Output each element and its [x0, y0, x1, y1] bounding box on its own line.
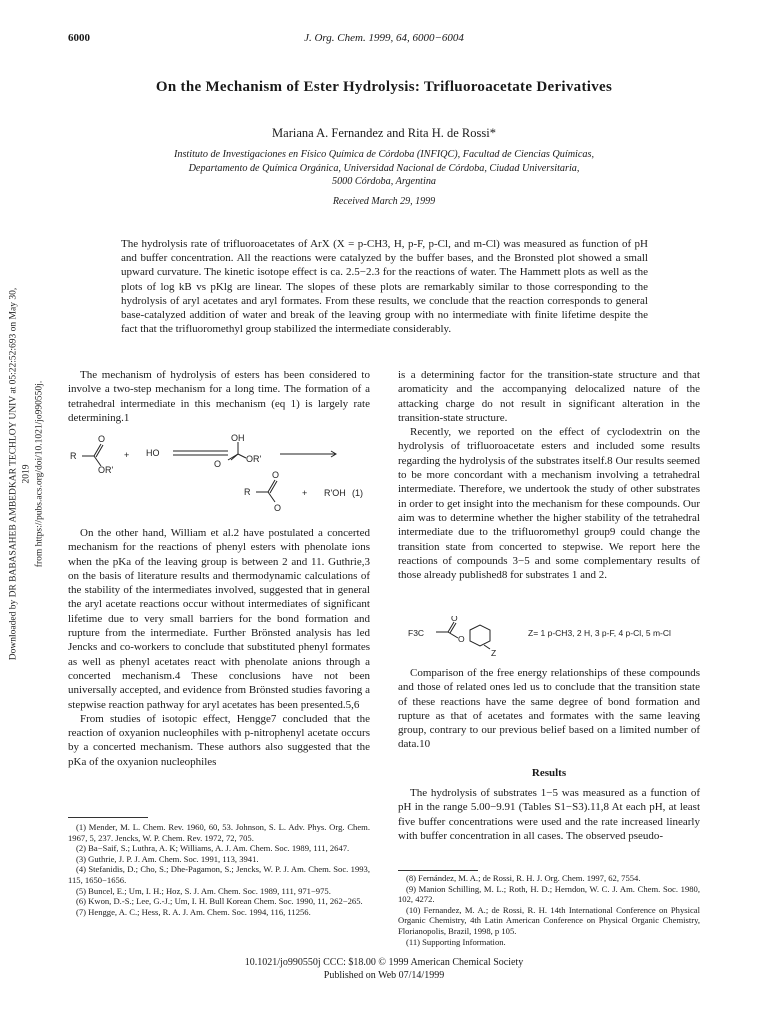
footnote: (5) Buncel, E.; Um, I. H.; Hoz, S. J. Am. Chem. Soc. 1989, 111, 971−975.: [76, 885, 331, 896]
column-left-body: [68, 526, 370, 769]
carbonyl-o2: O: [272, 470, 280, 480]
f3c-label: F3C: [408, 628, 425, 638]
download-line: Downloaded by DR BABASAHEB AMBEDKAR TECHLOY UNIV at 05:22:52:693 on May 30, 2019: [8, 287, 32, 661]
footnote: (3) Guthrie, J. P. J. Am. Chem. Soc. 1991, 113, 3941.: [76, 853, 259, 864]
affiliation-line: 5000 Córdoba, Argentina: [331, 176, 437, 187]
bond: [448, 632, 458, 638]
ester-o: O: [458, 634, 465, 644]
page-number: 6000: [68, 32, 90, 44]
o-minus2: O: [274, 503, 282, 512]
column-right-results: [398, 786, 700, 843]
footnote: (9) Manion Schilling, M. L.; Roth, H. D.; Herndon, W. C. J. Am. Chem. Soc. 1980, 102, 4272.: [398, 883, 700, 905]
column-right-comparison: [398, 666, 700, 752]
affiliation: [110, 148, 658, 189]
footnote: (11) Supporting Information.: [406, 936, 506, 947]
column-left-intro: [68, 368, 370, 425]
footnotes-left: [68, 822, 370, 917]
carbonyl-o: O: [451, 616, 458, 623]
substrate-structure: [398, 616, 708, 658]
footnote: (2) Ba−Saif, S.; Luthra, A. K; Williams, A. J. Am. Chem. Soc. 1989, 111, 2647.: [76, 843, 350, 854]
footnote: (8) Fernández, M. A.; de Rossi, R. H. J. Org. Chem. 1997, 62, 7554.: [406, 873, 641, 883]
received-date: Received March 29, 1999: [332, 196, 436, 207]
paragraph: On the other hand, William et al.2 have postulated a concerted mechanism for the reactions of phenyl esters with phenolate ions when the pKa of the leaving group is between 2 and 11. Guthrie,3 on the basis of literature results and thermodynamic calculations of the stability of the intermediates involved, suggested that in general the aryl acetate reactions occur without intermediates of significant lifetime due to very small barriers for the bond formation and rupture from the intermediate. Further Brönsted analysis has led Jencks and co-workers to conclude that substituted phenyl formates as well as phenyl acetates react with phenolate anions through a concerted mechanism.4 These conclusions have not been universally accepted, and evidence from Brönsted studies favoring a stepwise reaction pathway for aryl acetates has been presented.5,6: [68, 527, 370, 711]
bond: [238, 454, 246, 458]
article-title: On the Mechanism of Ester Hydrolysis: Trifluoroacetate Derivatives: [155, 79, 613, 95]
plus-sign: +: [124, 450, 130, 460]
r2-label: R: [244, 487, 251, 497]
hydroxide: HO: [146, 448, 160, 458]
abstract: The hydrolysis rate of trifluoroacetates of ArX (X = p-CH3, H, p-F, p-Cl, and m-Cl) was measured as function of pH and buffer concentration. All the reactions were catalyzed by the buffer bases, and the Bronsted plot showed a small upward curvature. The kinetic isotope effect is ca. 2.5−2.3 for the reactions of water. The Hammett plots as well as the plots of log kB vs pKlg are linear. The slopes of these plots are remarkably similar to those corresponding to the hydrolysis of aryl acetates and aryl formates. From these results, we conclude that the reaction corresponds to general base-catalyzed addition of water and break of the leaving group with no intermediate with finite lifetime despite the fact that the trifluoromethyl group stabilized the intermediate considerably.: [121, 238, 648, 336]
footnote-rule: [398, 870, 478, 871]
footnote-rule: [68, 817, 148, 818]
paragraph: The mechanism of hydrolysis of esters has been considered to involve a two-step mechanism for a long time. The formation of a tetrahedral intermediate in this mechanism (eq 1) is largely rate determining.1: [68, 369, 370, 424]
reaction-scheme-eq1: [68, 432, 378, 512]
journal-citation: J. Org. Chem. 1999, 64, 6000−6004: [304, 32, 464, 44]
bond: [268, 492, 275, 502]
footnote: (4) Stefanidis, D.; Cho, S.; Dhe-Pagamon, S.; Jencks, W. P. J. Am. Chem. Soc. 1993, 115, 1650−1656.: [68, 864, 370, 885]
bond: [228, 454, 238, 460]
z-label: Z: [491, 648, 497, 658]
paragraph: Comparison of the free energy relationships of these compounds and those of related ones led us to conclude that the transition state of these reactions have the same degree of bond formation and rupture as that of acetates and formates with the same leaving group, contrary to our previous belief based on a limited number of data.10: [398, 667, 700, 751]
o-minus-label: O: [214, 459, 222, 469]
plus-sign-2: +: [302, 488, 308, 498]
paragraph: is a determining factor for the transition-state structure and that aromaticity and the accompanying delocalized nature of the attacking charge do not result in significant alteration in the transition-state structure.: [398, 369, 700, 424]
download-link[interactable]: from https://pubs.acs.org/doi/10.1021/jo990550j.: [34, 380, 45, 568]
column-right-body: [398, 368, 700, 582]
doi-copyright: 10.1021/jo990550j CCC: $18.00 © 1999 American Chemical Society: [244, 957, 524, 968]
r-label: R: [70, 451, 77, 461]
footnote: (7) Hengge, A. C.; Hess, R. A. J. Am. Chem. Soc. 1994, 116, 11256.: [76, 906, 311, 917]
paragraph: Recently, we reported on the effect of cyclodextrin on the hydrolysis of trifluoroacetate esters and included some results regarding the hydrolysis of the substrates itself.8 Our results seemed to be more concordant with a mechanism involving a tetrahedral intermediate. Therefore, we undertook the study of other substrates in order to get insight into the mechanism for these compounds. Our aim was to determine whether the higher stability of the tetrahedral intermediate due to the trifluoromethyl group9 could change the transition state from concerted to stepwise. We report here the reactions of compounds 3−5 and some complementary results of those already published8 for substrates 1 and 2.: [398, 426, 700, 582]
or-label: OR': [98, 465, 114, 475]
section-heading-results: Results: [531, 767, 567, 779]
bond: [484, 645, 490, 649]
or2-label: OR': [246, 454, 262, 464]
equation-number: (1): [352, 488, 363, 498]
oh-label: OH: [231, 433, 245, 443]
paragraph: The hydrolysis of substrates 1−5 was measured as a function of pH in the range 5.00−9.91 (Tables S1−S3).11,8 At each pH, at least five buffer concentrations were used and the rate increased linearly with buffer concentration in all cases. The observed pseudo-: [398, 787, 700, 842]
footnote: (1) Mender, M. L. Chem. Rev. 1960, 60, 53. Johnson, S. L. Adv. Phys. Org. Chem. 1967, 5, 237. Jencks, W. P. Chem. Rev. 1972, 72, 705.: [68, 822, 370, 843]
carbonyl-o: O: [98, 434, 106, 444]
footnote: (10) Fernandez, M. A.; de Rossi, R. H. 14th International Conference on Physical Organic Chemistry, 4th Latin American Conference on Physical Organic Chemistry, Florianopolis, Brazil, 1998, p 105.: [398, 904, 700, 936]
affiliation-line: Departamento de Química Orgánica, Universidad Nacional de Córdoba, Ciudad Universitaria,: [188, 162, 580, 174]
paragraph: From studies of isotopic effect, Hengge7 concluded that the reaction of oxyanion nucleophiles with p-nitrophenyl acetate occurs by a concerted mechanism. These authors also suggested that the pKa of the oxyanion nucleophiles: [68, 712, 370, 768]
affiliation-line: Instituto de Investigaciones en Físico Química de Córdoba (INFIQC), Facultad de Ciencias Químicas,: [173, 149, 595, 160]
download-watermark: [8, 282, 45, 667]
authors: Mariana A. Fernandez and Rita H. de Rossi*: [272, 126, 496, 140]
substituent-list: Z= 1 p-CH3, 2 H, 3 p-F, 4 p-Cl, 5 m-Cl: [528, 628, 671, 638]
roh-label: R'OH: [324, 488, 346, 498]
footnote: (6) Kwon, D.-S.; Lee, G.-J.; Um, I. H. Bull Korean Chem. Soc. 1990, 11, 262−265.: [76, 896, 363, 907]
benzene-ring: [470, 625, 490, 646]
footnotes-right: [398, 873, 700, 947]
publication-date: Published on Web 07/14/1999: [323, 970, 445, 981]
